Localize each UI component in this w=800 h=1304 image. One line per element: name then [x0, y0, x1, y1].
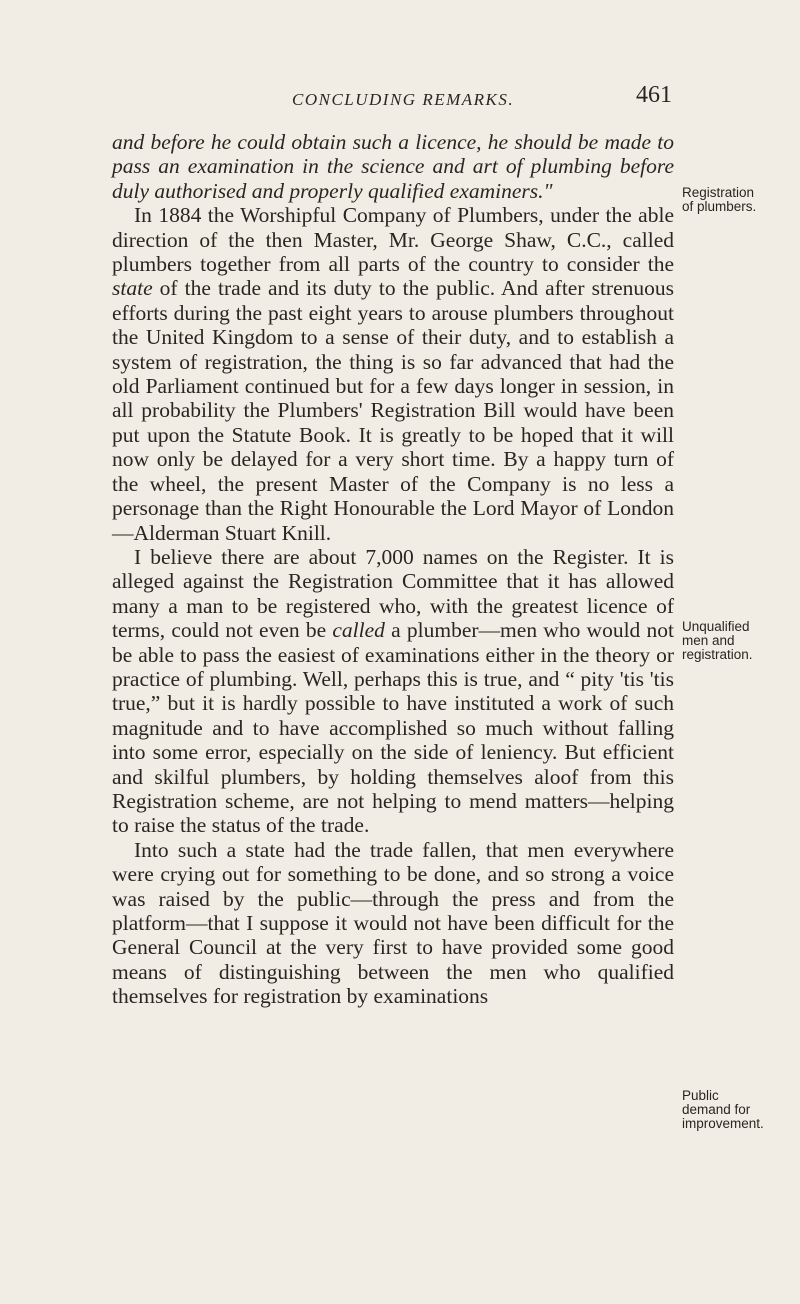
margin-note-unqualified	[682, 620, 794, 662]
margin-note-line: men and	[682, 633, 735, 648]
paragraph-2-text-b: of the trade and its duty to the public. And after strenuous efforts during the past eight years to arouse plumbers throughout the United Kingdom to a sense of their duty, and to establish a system of registration, the thing is so far advanced that had the old Parliament continued but for a few days longer in session, in all probability the Plumbers' Registration Bill would have been put upon the Statute Book. It is greatly to be hoped that it will now only be delayed for a very short time. By a happy turn of the wheel, the present Master of the Company is no less a personage than the Right Honourable the Lord Mayor of London—Alderman Stuart Knill.	[112, 276, 674, 545]
running-head: CONCLUDING REMARKS.	[292, 90, 515, 109]
margin-note-registration	[682, 186, 794, 214]
paragraph-1: and before he could obtain such a licence, he should be made to pass an examination in the science and art of plumbing before duly authorised and properly qualified examiners."	[112, 130, 674, 203]
margin-note-line: registration.	[682, 647, 753, 662]
page-number: 461	[636, 82, 672, 108]
margin-note-line: Unqualified	[682, 619, 750, 634]
body-text	[112, 130, 674, 1009]
paragraph-2	[112, 203, 674, 545]
paragraph-3	[112, 545, 674, 838]
margin-note-line: Registration	[682, 185, 755, 200]
margin-note-line: of plumbers.	[682, 199, 757, 214]
paragraph-2-emphasis: state	[112, 276, 153, 301]
paragraph-3-emphasis: called	[332, 618, 385, 643]
margin-note-line: improvement.	[682, 1116, 764, 1131]
page-header	[112, 68, 672, 108]
margin-note-line: Public	[682, 1088, 719, 1103]
paragraph-2-text-a: In 1884 the Worshipful Company of Plumbers, under the able direction of the then Master, Mr. George Shaw, C.C., called plumbers together from all parts of the country to consider the	[112, 203, 674, 277]
paragraph-3-text-a: I believe there are about 7,000 names on the Register. It is alleged against the Registration Committee that it has allowed many a man to be registered who, with the greatest licence of terms, could not even be	[112, 544, 674, 643]
paragraph-4: Into such a state had the trade fallen, that men everywhere were crying out for something to be done, and so strong a voice was raised by the public—through the press and from the platform—that I suppose it would not have been difficult for the General Council at the very first to have provided some good means of distinguishing between the men who qualified themselves for registration by examinations	[112, 837, 674, 1009]
margin-note-public	[682, 1089, 794, 1131]
margin-note-line: demand for	[682, 1102, 751, 1117]
paragraph-3-text-b: a plumber—men who would not be able to pass the easiest of examinations either in the theory or practice of plumbing. Well, perhaps this is true, and “ pity 'tis 'tis true,” but it is hardly possible to have instituted a work of such magnitude and to have accomplished so much without falling into some error, especially on the side of leniency. But efficient and skilful plumbers, by holding themselves aloof from this Registration scheme, are not helping to mend matters—helping to raise the status of the trade.	[112, 618, 674, 838]
